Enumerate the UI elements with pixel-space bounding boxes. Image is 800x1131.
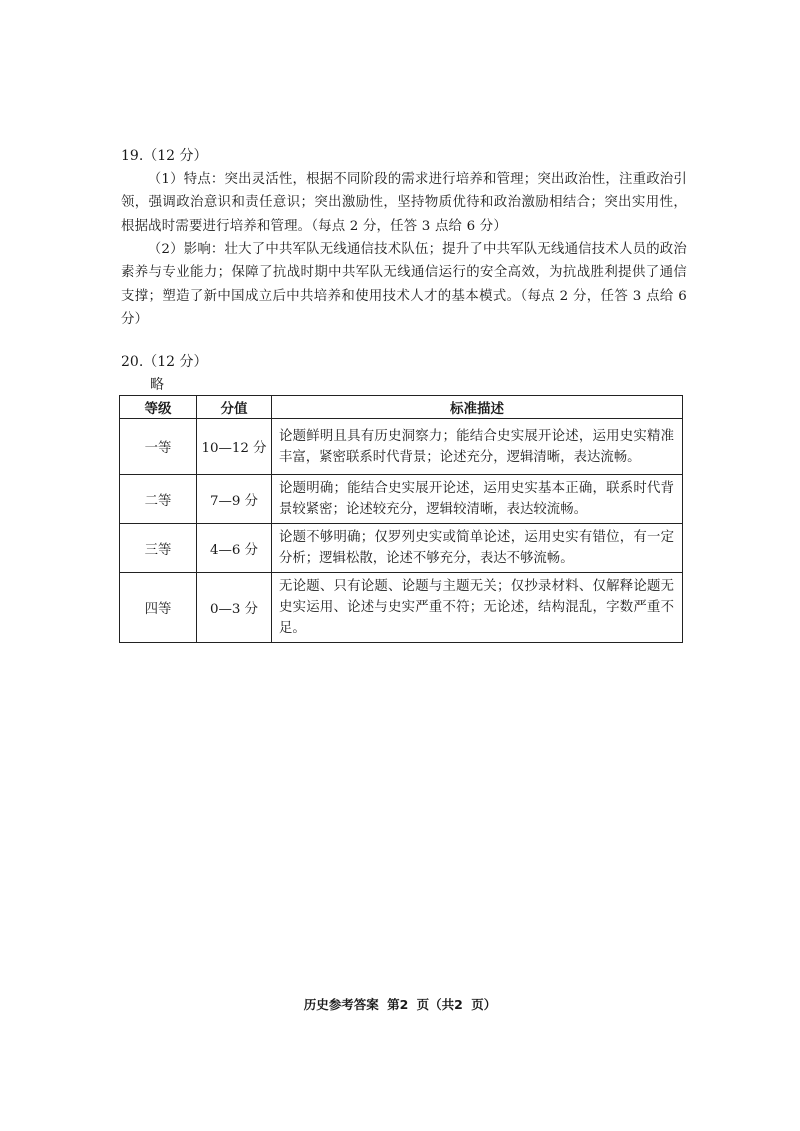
rubric-description-cell: 论题明确；能结合史实展开论述，运用史实基本正确，联系时代背景较紧密；论述较充分，逻辑较清晰，表达较流畅。	[272, 475, 683, 524]
question-19-heading: 19.（12 分）	[121, 148, 208, 164]
rubric-row	[120, 475, 683, 524]
rubric-header-row	[120, 396, 683, 419]
page-footer: 历史参考答案 第2 页（共2 页）	[303, 997, 497, 1012]
rubric-header-score: 分值	[197, 396, 272, 419]
rubric-header-description: 标准描述	[272, 396, 683, 419]
rubric-score-cell: 0—3 分	[197, 573, 272, 643]
rubric-grade-cell: 二等	[120, 475, 197, 524]
rubric-grade-cell: 四等	[120, 573, 197, 643]
rubric-description-cell: 论题不够明确；仅罗列史实或简单论述，运用史实有错位，有一定分析；逻辑松散，论述不够充分，表达不够流畅。	[272, 524, 683, 573]
rubric-description-cell: 论题鲜明且具有历史洞察力；能结合史实展开论述，运用史实精准丰富，紧密联系时代背景；论述充分，逻辑清晰，表达流畅。	[272, 419, 683, 475]
question-19-answer-part-2: （2）影响：壮大了中共军队无线通信技术队伍；提升了中共军队无线通信技术人员的政治素养与专业能力；保障了抗战时期中共军队无线通信运行的安全高效，为抗战胜利提供了通信支撑；塑造了新中国成立后中共培养和使用技术人才的基本模式。（每点 2 分，任答 3 点给 6 分）	[121, 242, 687, 328]
rubric-description-cell: 无论题、只有论题、论题与主题无关；仅抄录材料、仅解释论题无史实运用、论述与史实严重不符；无论述，结构混乱，字数严重不足。	[272, 573, 683, 643]
rubric-grade-cell: 三等	[120, 524, 197, 573]
rubric-score-cell: 10—12 分	[197, 419, 272, 475]
rubric-row	[120, 419, 683, 475]
scoring-rubric-table	[119, 395, 683, 643]
question-20-omitted-note: 略	[150, 377, 164, 393]
rubric-score-cell: 4—6 分	[197, 524, 272, 573]
rubric-header-grade: 等级	[120, 396, 197, 419]
rubric-score-cell: 7—9 分	[197, 475, 272, 524]
question-19-answer-part-1: （1）特点：突出灵活性，根据不同阶段的需求进行培养和管理；突出政治性，注重政治引领，强调政治意识和责任意识；突出激励性，坚持物质优待和政治激励相结合；突出实用性，根据战时需要进行培养和管理。（每点 2 分，任答 3 点给 6 分）	[121, 172, 687, 234]
rubric-row	[120, 524, 683, 573]
rubric-row	[120, 573, 683, 643]
question-20-heading: 20.（12 分）	[121, 354, 208, 370]
rubric-grade-cell: 一等	[120, 419, 197, 475]
